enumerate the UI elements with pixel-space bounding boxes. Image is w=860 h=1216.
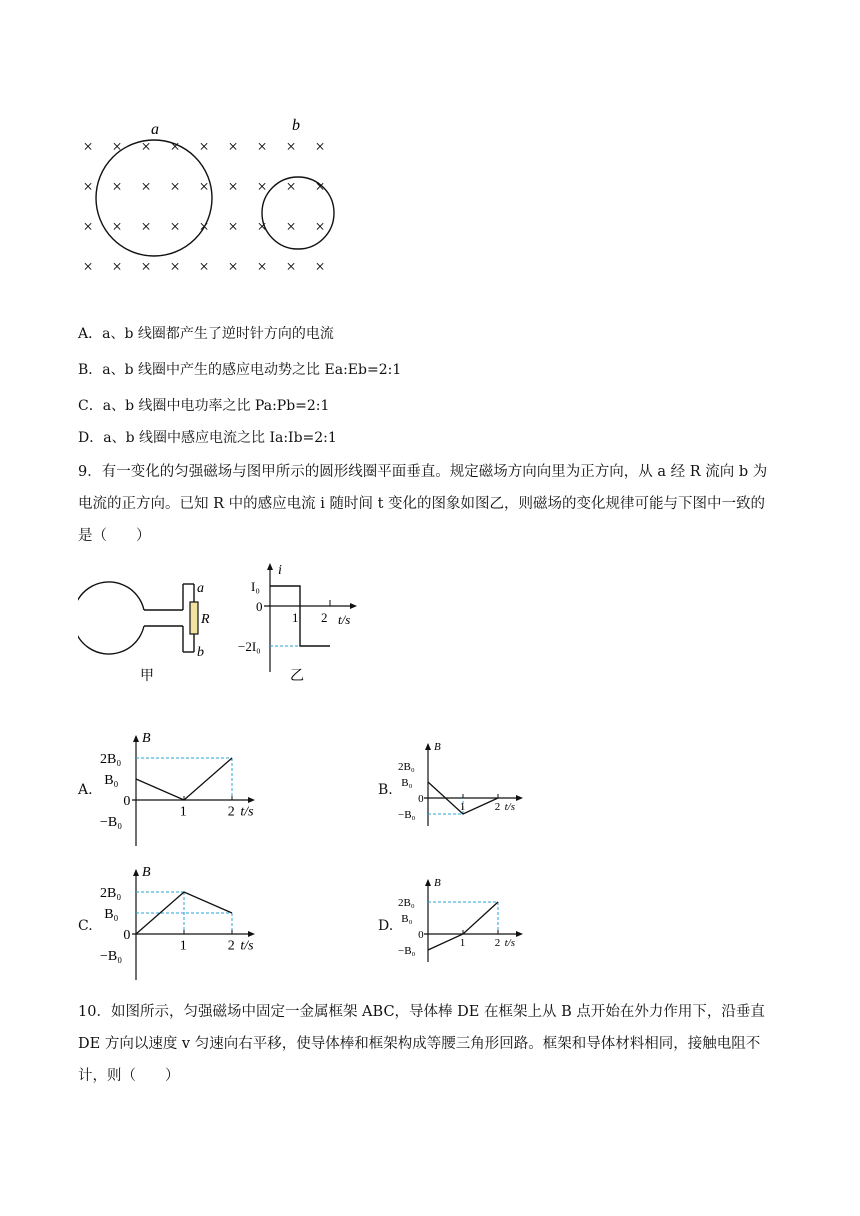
- q9-option-a-graph: [100, 730, 280, 850]
- field-cross-icon: ×: [83, 257, 93, 276]
- field-cross-icon: ×: [170, 257, 180, 276]
- q9-option-d-letter: D.: [378, 918, 394, 934]
- q9-number: 9．: [78, 464, 102, 480]
- y-tick-label: 2B₀: [100, 751, 122, 767]
- field-cross-icon: ×: [228, 257, 238, 276]
- x-tick-label: 1: [459, 801, 466, 814]
- x-axis-label: t/s: [240, 804, 254, 820]
- q8-option-c: C．a、b 线圈中电功率之比 Pa:Pb=2:1: [78, 398, 330, 414]
- y-tick-label: 0: [123, 793, 131, 809]
- y-tick-label: −B₀: [398, 944, 416, 957]
- q9-option-d-graph: [398, 876, 548, 966]
- field-cross-icon: ×: [199, 137, 209, 156]
- x-axis-label: t/s: [240, 938, 254, 954]
- field-cross-icon: ×: [141, 217, 151, 236]
- y-tick-label: −B₀: [100, 948, 123, 964]
- field-cross-icon: ×: [228, 137, 238, 156]
- field-cross-icon: ×: [199, 177, 209, 196]
- y-tick-label: −2I₀: [238, 639, 261, 654]
- x-axis-label: t/s: [338, 612, 351, 627]
- y-tick-label: −B₀: [100, 814, 123, 830]
- q8-option-d: D．a、b 线圈中感应电流之比 Ia:Ib=2:1: [78, 430, 337, 446]
- q10-number: 10．: [78, 1004, 111, 1020]
- y-tick-label: 2B₀: [398, 896, 415, 909]
- coil-a-label: a: [151, 121, 159, 138]
- field-cross-icon: ×: [199, 257, 209, 276]
- field-cross-icon: ×: [83, 217, 93, 236]
- y-axis-label: B: [434, 741, 441, 753]
- y-tick-label: 2B₀: [100, 885, 122, 901]
- field-cross-icon: ×: [315, 217, 325, 236]
- x-tick-label: 2: [227, 804, 235, 820]
- y-tick-label: 2B₀: [398, 760, 415, 773]
- x-tick-label: 1: [292, 610, 299, 625]
- field-cross-icon: ×: [83, 177, 93, 196]
- field-cross-icon: ×: [315, 177, 325, 196]
- y-tick-label: B₀: [104, 772, 119, 788]
- field-cross-icon: ×: [228, 217, 238, 236]
- figure-coils-ab: [80, 112, 350, 282]
- q8-option-b: B．a、b 线圈中产生的感应电动势之比 Ea:Eb=2:1: [78, 362, 402, 378]
- x-tick-label: 2: [494, 801, 501, 814]
- y-tick-label: 0: [418, 928, 424, 941]
- y-axis-label: B: [142, 731, 151, 746]
- field-cross-icon: ×: [257, 257, 267, 276]
- field-cross-icon: ×: [228, 177, 238, 196]
- figure-yi: [232, 560, 372, 685]
- fig-yi-caption: 乙: [290, 669, 304, 684]
- field-cross-icon: ×: [286, 177, 296, 196]
- y-tick-label: −B₀: [398, 808, 416, 821]
- x-tick-label: 1: [459, 937, 466, 950]
- field-cross-icon: ×: [83, 137, 93, 156]
- x-tick-label: 1: [179, 804, 187, 820]
- field-cross-icon: ×: [199, 217, 209, 236]
- coil-b-label: b: [292, 117, 300, 134]
- current-time-graph: [232, 560, 372, 685]
- field-cross-icon: ×: [170, 137, 180, 156]
- field-cross-icon: ×: [315, 257, 325, 276]
- field-cross-icon: ×: [257, 177, 267, 196]
- q9-option-c-graph: [100, 864, 280, 984]
- field-cross-icon: ×: [112, 177, 122, 196]
- y-tick-label: I₀: [251, 579, 260, 594]
- x-tick-label: 2: [494, 937, 501, 950]
- b-series-line: [136, 758, 232, 800]
- x-tick-label: 2: [321, 610, 328, 625]
- y-tick-label: 0: [256, 599, 263, 614]
- y-tick-label: 0: [123, 927, 131, 943]
- y-tick-label: B₀: [104, 906, 119, 922]
- x-axis-label: t/s: [504, 937, 516, 950]
- coil-resistor-diagram: [78, 572, 228, 690]
- q8-option-a: A．a、b 线圈都产生了逆时针方向的电流: [78, 326, 334, 342]
- q9-option-a-letter: A.: [78, 782, 93, 798]
- field-cross-icon: ×: [141, 137, 151, 156]
- x-axis-label: t/s: [504, 801, 516, 814]
- fig-jia-caption: 甲: [140, 669, 154, 684]
- y-axis-label: B: [142, 865, 151, 880]
- figure-jia: [78, 572, 228, 690]
- field-cross-icon: ×: [170, 177, 180, 196]
- svg-text:a: a: [197, 581, 204, 596]
- y-tick-label: 0: [418, 792, 424, 805]
- x-tick-label: 1: [179, 938, 187, 954]
- resistor-icon: [190, 602, 198, 634]
- q9-option-b-letter: B.: [378, 782, 393, 798]
- field-cross-icon: ×: [170, 217, 180, 236]
- field-cross-icon: ×: [141, 177, 151, 196]
- field-cross-icon: ×: [315, 137, 325, 156]
- coil-b-circle: [262, 177, 334, 249]
- q9-stem: 9．有一变化的匀强磁场与图甲所示的圆形线圈平面垂直。规定磁场方向向里为正方向，从 a 经 R 流向 b 为 电流的正方向。已知 R 中的感应电流 i 随时间 t 变化的图象如图乙，则磁场的变化规律可能与下图中一致的 是（ ）: [78, 464, 768, 544]
- field-cross-icon: ×: [286, 137, 296, 156]
- y-tick-label: B₀: [401, 776, 413, 789]
- x-tick-label: 2: [227, 938, 235, 954]
- field-cross-icon: ×: [112, 217, 122, 236]
- field-cross-icon: ×: [112, 137, 122, 156]
- field-cross-icon: ×: [286, 257, 296, 276]
- y-axis-label: B: [434, 877, 441, 889]
- field-cross-icon: ×: [112, 257, 122, 276]
- coil-a-circle: [96, 140, 212, 256]
- field-cross-icon: ×: [141, 257, 151, 276]
- field-cross-icon: ×: [286, 217, 296, 236]
- svg-text:b: b: [197, 645, 204, 660]
- field-cross-icon: ×: [257, 137, 267, 156]
- y-axis-label: i: [278, 563, 282, 578]
- q9-option-c-letter: C.: [78, 918, 93, 934]
- svg-text:R: R: [201, 612, 210, 627]
- y-tick-label: B₀: [401, 912, 413, 925]
- q10-stem: 10．如图所示，匀强磁场中固定一金属框架 ABC，导体棒 DE 在框架上从 B 点开始在外力作用下，沿垂直 DE 方向以速度 v 匀速向右平移，使导体棒和框架构成等腰三角形回路。框架和导体材料相同，接触电阻不 计，则（ ）: [78, 1004, 765, 1084]
- field-cross-icon: ×: [257, 217, 267, 236]
- q9-option-b-graph: [398, 740, 548, 830]
- coils-diagram: [80, 112, 350, 282]
